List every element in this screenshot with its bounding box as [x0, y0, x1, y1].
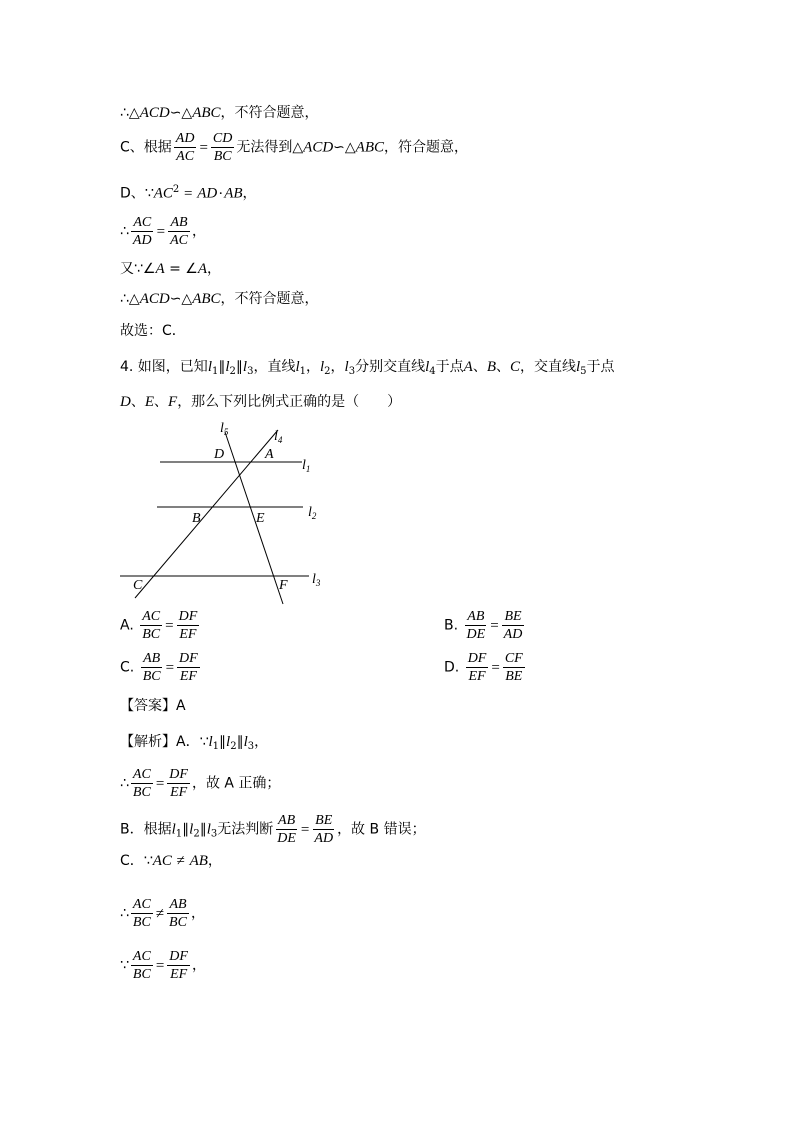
- fraction: $\frac{CD}{BC}$: [212, 131, 233, 164]
- fraction: $\frac{AB}{DE}$: [277, 813, 296, 846]
- fraction: $\frac{DF}{EF}$: [169, 949, 188, 982]
- point-e-label: E: [256, 511, 265, 526]
- analysis-line-3: B．根据$l_1\parallel l_2\parallel l_3$无法判断 $\frac{AB}{DE}$ = $\frac{BE}{AD}$ ，故 B 错误；: [120, 813, 426, 846]
- question-4-line-1: 4. 如图，已知$l_1\parallel l_2\parallel l_3$，直线$l_1$，$l_2$，$l_3$分别交直线$l_4$于点A、B、C，交直线$l_5$于点: [120, 359, 615, 377]
- point-d-label: D: [214, 447, 225, 462]
- fraction: $\frac{AB}{BC}$: [169, 897, 187, 930]
- solution-line-4: ∴ $\frac{AC}{AD}$ = $\frac{AB}{AC}$ ，: [120, 215, 206, 248]
- analysis-line-1: 【解析】A．$\because l_1\parallel l_2\parallel l_3$，: [120, 734, 269, 752]
- fraction: $\frac{AB}{AC}$: [170, 215, 188, 248]
- analysis-line-4: C．∵AC ≠ AB，: [120, 853, 222, 869]
- fraction: $\frac{AB}{BC}$: [142, 651, 161, 684]
- point-f-label: F: [279, 578, 288, 593]
- fraction: $\frac{DF}{EF}$: [178, 609, 198, 642]
- point-b-label: B: [192, 511, 201, 526]
- solution-line-2: C、根据 $\frac{AD}{AC}$ = $\frac{CD}{BC}$ 无法得到△ACD∽△ABC，符合题意，: [120, 131, 468, 164]
- fraction: $\frac{AB}{DE}$: [466, 609, 486, 642]
- point-c-label: C: [133, 578, 143, 593]
- fraction: $\frac{AC}{BC}$: [142, 609, 161, 642]
- label-l1: $l_1$: [302, 458, 311, 474]
- fraction: $\frac{DF}{EF}$: [179, 651, 198, 684]
- solution-line-7: 故选：C．: [120, 323, 186, 339]
- analysis-line-6: ∵ $\frac{AC}{BC}$ = $\frac{DF}{EF}$ ，: [120, 949, 206, 982]
- solution-line-6: ∴△ACD∽△ABC，不符合题意，: [120, 291, 319, 307]
- fraction: $\frac{DF}{EF}$: [169, 767, 188, 800]
- fraction: $\frac{BE}{AD}$: [503, 609, 523, 642]
- analysis-line-5: ∴ $\frac{AC}{BC}$ ≠ $\frac{AB}{BC}$ ，: [120, 897, 205, 930]
- fraction: $\frac{AC}{BC}$: [132, 767, 151, 800]
- analysis-line-2: ∴ $\frac{AC}{BC}$ = $\frac{DF}{EF}$ ，故 A 正确；: [120, 767, 281, 800]
- solution-line-5: 又∵∠A = ∠A，: [120, 261, 221, 277]
- fraction: $\frac{AC}{BC}$: [132, 897, 151, 930]
- option-d: D. $\frac{DF}{EF}$ = $\frac{CF}{BE}$: [444, 651, 523, 684]
- solution-line-1: ∴△ACD∽△ABC，不符合题意，: [120, 105, 319, 121]
- question-4-line-2: D、E、F，那么下列比例式正确的是（ ）: [120, 394, 402, 410]
- parallel-lines-figure: [115, 418, 345, 610]
- option-c: C. $\frac{AB}{BC}$ = $\frac{DF}{EF}$: [120, 651, 198, 684]
- fraction: $\frac{AC}{AD}$: [132, 215, 152, 248]
- fraction: $\frac{CF}{BE}$: [504, 651, 523, 684]
- answer-line: 【答案】A: [120, 698, 186, 714]
- fraction: $\frac{AC}{BC}$: [132, 949, 151, 982]
- label-l4: $l_4$: [274, 429, 283, 445]
- fraction: $\frac{DF}{EF}$: [467, 651, 487, 684]
- fraction: $\frac{AD}{AC}$: [175, 131, 195, 164]
- option-a: A. $\frac{AC}{BC}$ = $\frac{DF}{EF}$: [120, 609, 198, 642]
- label-l2: $l_2$: [308, 505, 317, 521]
- solution-line-3: D、$\because AC^2 = AD\cdot AB$，: [120, 184, 257, 202]
- point-a-label: A: [265, 447, 274, 462]
- option-b: B. $\frac{AB}{DE}$ = $\frac{BE}{AD}$: [444, 609, 523, 642]
- fraction: $\frac{BE}{AD}$: [314, 813, 334, 846]
- label-l3: $l_3$: [312, 572, 321, 588]
- label-l5: $l_5$: [220, 421, 229, 437]
